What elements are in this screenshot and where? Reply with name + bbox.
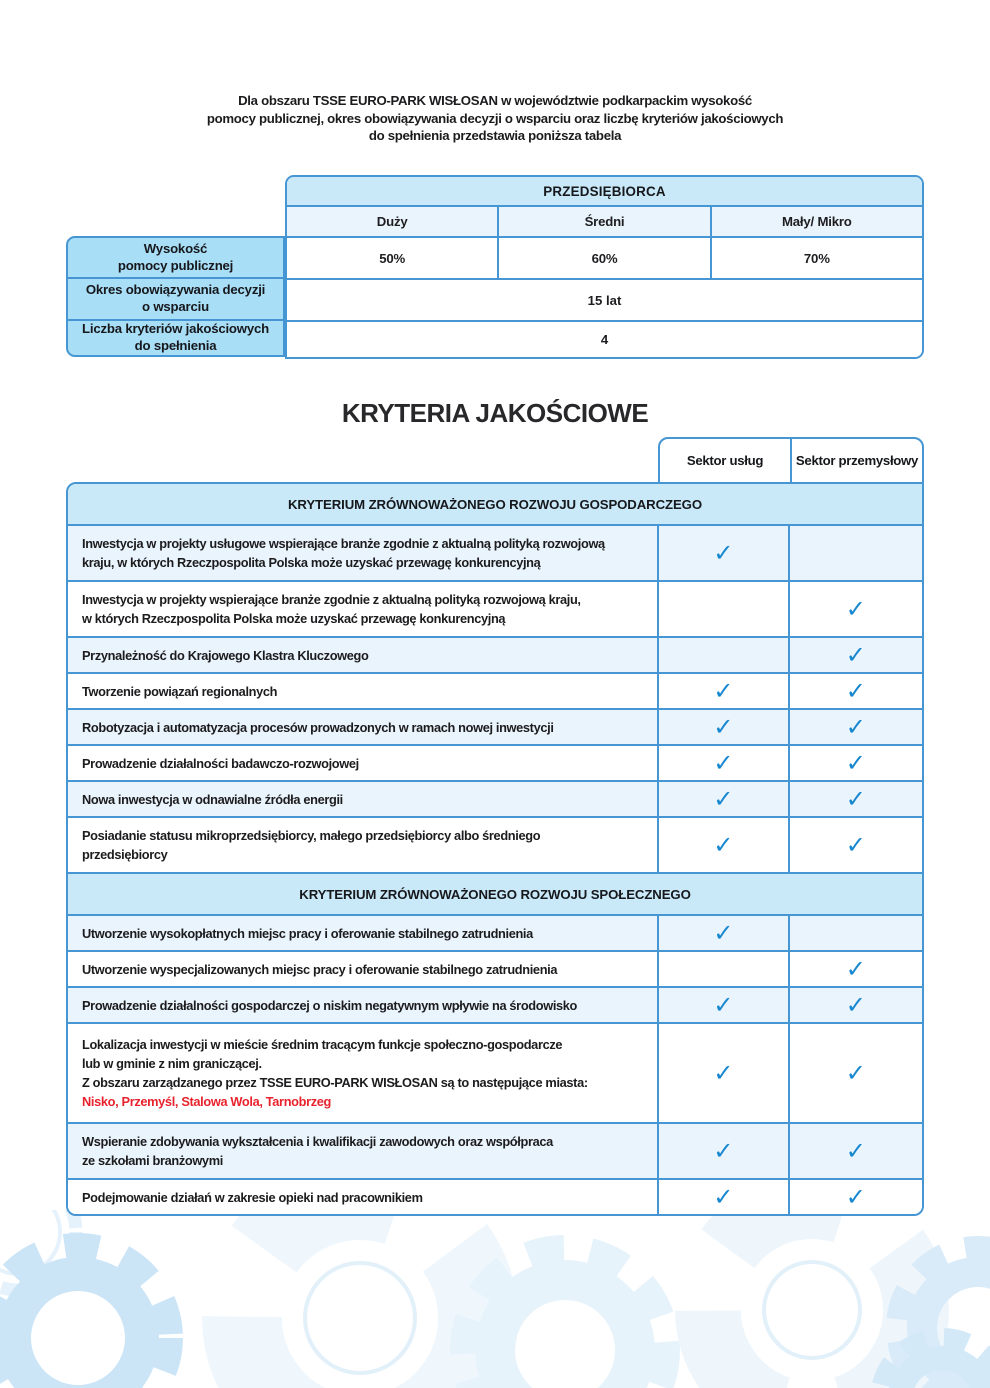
check-cell-industry [788,916,922,950]
checkmark-icon: ✓ [845,677,866,705]
row-label-quality-criteria-count: Liczba kryteriów jakościowych do spełnienia [82,321,269,353]
table-row [68,816,922,872]
table-row [68,1122,922,1178]
checkmark-icon: ✓ [713,713,734,741]
check-cell-services [657,526,787,580]
check-cell-industry [788,1180,922,1214]
decision-period-value: 15 lat [287,280,922,322]
criterion-text: Tworzenie powiązań regionalnych [82,683,278,699]
checkmark-icon: ✓ [713,991,734,1019]
check-cell-industry [788,746,922,780]
check-cell-services [657,952,787,986]
table-row [68,708,922,744]
check-cell-services [657,1124,787,1178]
criterion-text: Robotyzacja i automatyzacja procesów prowadzonych w ramach nowej inwestycji [82,719,554,735]
criterion-text: Inwestycja w projekty wspierające branże zgodnie z aktualną polityką rozwojową kraju, w których Rzeczpospolita Polska może uzyskać przewagę konkurencyjną [82,592,581,626]
check-cell-services [657,1180,787,1214]
aid-table [285,175,924,359]
check-cell-industry [788,952,922,986]
check-cell-industry [788,582,922,636]
checkmark-icon: ✓ [845,595,866,623]
check-cell-industry [788,674,922,708]
checkmark-icon: ✓ [845,749,866,777]
gear-icon [0,1246,170,1388]
fan-icon [242,1210,478,1388]
col-header-medium: Średni [499,207,711,236]
criteria-column-headers [658,437,924,484]
check-cell-industry [788,1024,922,1122]
checkmark-icon: ✓ [713,749,734,777]
table-row [68,580,922,636]
checkmark-icon: ✓ [845,1137,866,1165]
page-title [0,92,990,145]
criterion-text: Prowadzenie działalności badawczo-rozwojowej [82,755,359,771]
highlighted-cities: Nisko, Przemyśl, Stalowa Wola, Tarnobrzeg [82,1094,332,1109]
criterion-text: Posiadanie statusu mikroprzedsiębiorcy, małego przedsiębiorcy albo średniego przedsiębiorcy [82,828,541,862]
title-line: pomocy publicznej, okres obowiązywania decyzji o wsparciu oraz liczbę kryteriów jakościowych [206,110,784,126]
table-row [68,1022,922,1122]
col-header-large: Duży [287,207,499,236]
checkmark-icon: ✓ [713,1183,734,1211]
quality-criteria-count-value: 4 [287,322,922,357]
checkmark-icon: ✓ [713,831,734,859]
checkmark-icon: ✓ [845,713,866,741]
checkmark-icon: ✓ [713,919,734,947]
criterion-text: Inwestycja w projekty usługowe wspierające branże zgodnie z aktualną polityką rozwojową kraju, w których Rzeczpospolita Polska może uzyskać przewagę konkurencyjną [82,536,605,570]
col-header-services-sector: Sektor usług [660,439,792,482]
checkmark-icon: ✓ [845,831,866,859]
col-header-industry-sector: Sektor przemysłowy [795,453,919,468]
check-cell-services [657,1024,787,1122]
check-cell-industry [788,526,922,580]
table-row [68,780,922,816]
table-row [68,672,922,708]
table-row [68,986,922,1022]
aid-value-small-micro: 70% [803,250,830,266]
title-line: do spełnienia przedstawia poniższa tabela [368,128,622,144]
check-cell-services [657,916,787,950]
check-cell-services [657,818,787,872]
criteria-table [66,482,924,1216]
check-cell-services [657,674,787,708]
criterion-text: Podejmowanie działań w zakresie opieki nad pracownikiem [82,1189,423,1205]
check-cell-services [657,710,787,744]
gear-icon [465,1250,665,1388]
table-row [68,1178,922,1214]
checkmark-icon: ✓ [713,539,734,567]
check-cell-services [657,582,787,636]
col-header-small-micro: Mały/ Mikro [782,214,852,229]
row-label-public-aid: Wysokość pomocy publicznej [68,238,283,279]
criterion-text: Lokalizacja inwestycji w mieście średnim tracącym funkcje społeczno-gospodarcze lub w gminie z nim graniczącej. Z obszaru zarządzanego przez TSSE EURO-PARK WISŁOSAN są to następujące miasta: Nisko, Przemyśl, Stalowa Wola, Tarnobrzeg [68,1024,657,1122]
checkmark-icon: ✓ [713,1059,734,1087]
aid-table-column-headers [287,207,922,238]
check-cell-industry [788,710,922,744]
table-row [68,524,922,580]
checkmark-icon: ✓ [845,785,866,813]
criterion-text: Prowadzenie działalności gospodarczej o niskim negatywnym wpływie na środowisko [82,997,578,1013]
checkmark-icon: ✓ [845,991,866,1019]
aid-table-row-labels [66,236,285,357]
criterion-text: Wspieranie zdobywania wykształcenia i kwalifikacji zawodowych oraz współpraca ze szkołami branżowymi [82,1134,553,1168]
title-line: Dla obszaru TSSE EURO-PARK WISŁOSAN w województwie podkarpackim wysokość [238,93,752,108]
checkmark-icon: ✓ [713,1137,734,1165]
table-row [68,914,922,950]
check-cell-services [657,746,787,780]
aid-table-header: PRZEDSIĘBIORCA [287,177,922,207]
aid-value-large: 50% [287,238,499,278]
check-cell-industry [788,638,922,672]
section-header-social: KRYTERIUM ZRÓWNOWAŻONEGO ROZWOJU SPOŁECZNEGO [68,872,922,914]
section-header-economic: KRYTERIUM ZRÓWNOWAŻONEGO ROZWOJU GOSPODARCZEGO [68,484,922,524]
check-cell-industry [788,782,922,816]
row-label-decision-period: Okres obowiązywania decyzji o wsparciu [68,279,283,320]
check-cell-industry [788,988,922,1022]
table-row [68,950,922,986]
table-row [68,744,922,780]
check-cell-industry [788,1124,922,1178]
check-cell-services [657,782,787,816]
checkmark-icon: ✓ [845,1183,866,1211]
table-row [68,636,922,672]
criterion-text: Utworzenie wyspecjalizowanych miejsc pracy i oferowanie stabilnego zatrudnienia [82,961,558,977]
checkmark-icon: ✓ [713,785,734,813]
check-cell-services [657,988,787,1022]
criterion-text: Utworzenie wysokopłatnych miejsc pracy i oferowanie stabilnego zatrudnienia [82,925,533,941]
checkmark-icon: ✓ [713,677,734,705]
checkmark-icon: ✓ [845,1059,866,1087]
check-cell-services [657,638,787,672]
aid-value-medium: 60% [499,238,711,278]
checkmark-icon: ✓ [845,641,866,669]
gear-decoration-background [0,1210,990,1388]
criterion-text: Przynależność do Krajowego Klastra Kluczowego [82,647,369,663]
criterion-text: Nowa inwestycja w odnawialne źródła energii [82,791,343,807]
checkmark-icon: ✓ [845,955,866,983]
criteria-heading: KRYTERIA JAKOŚCIOWE [341,398,649,428]
aid-values-row [287,238,922,280]
check-cell-industry [788,818,922,872]
